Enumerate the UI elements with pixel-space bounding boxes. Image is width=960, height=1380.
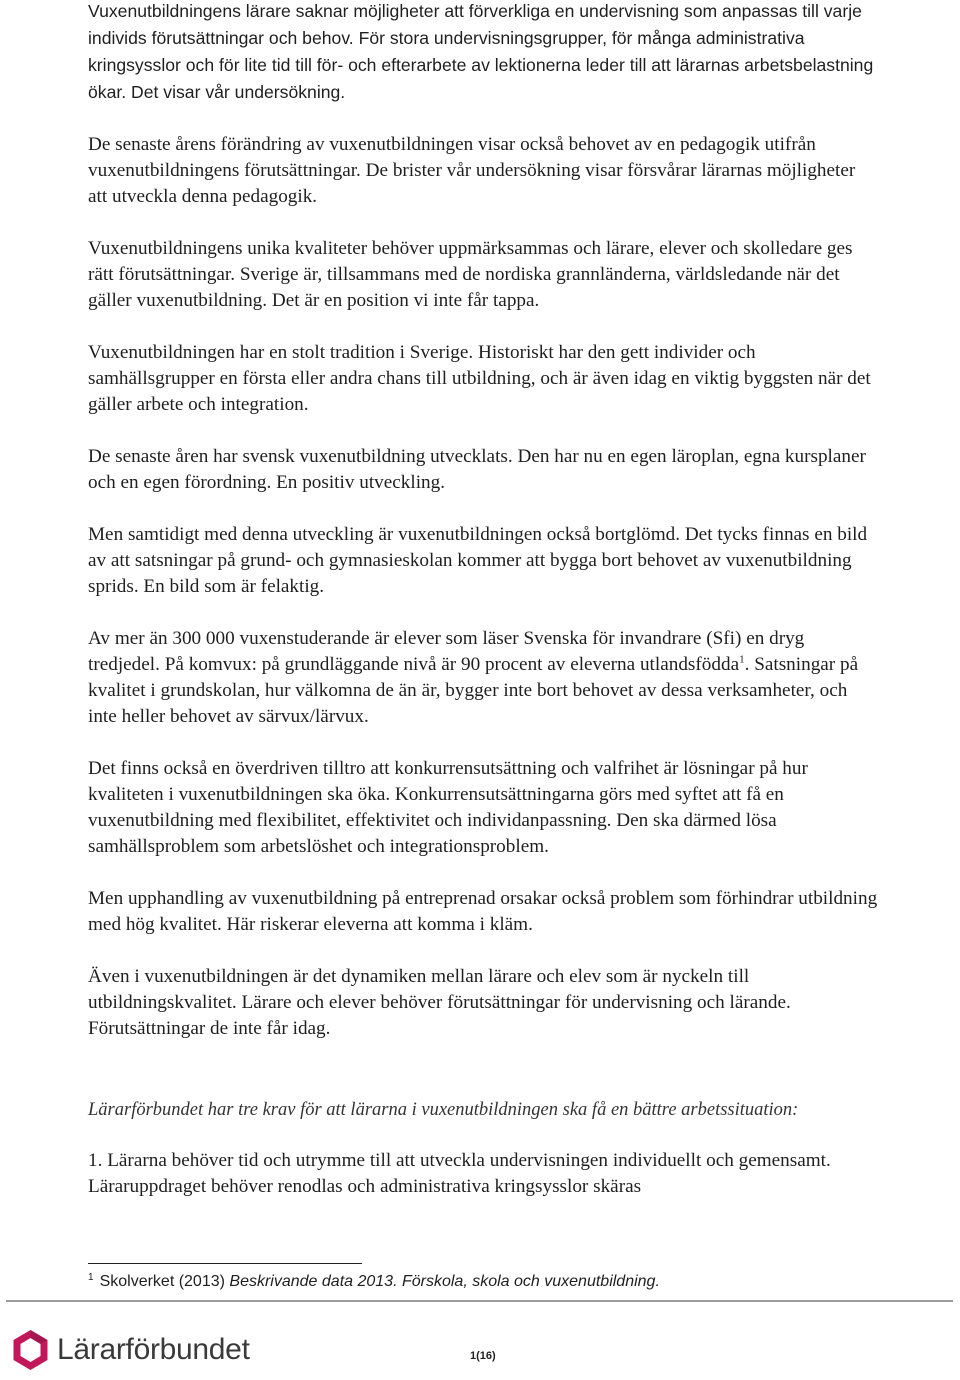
logo-wordmark: Lärarförbundet — [57, 1333, 250, 1366]
footnote-separator — [88, 1263, 362, 1264]
logo-hexagon-icon — [12, 1329, 49, 1371]
demand-list-item-1: 1. Lärarna behöver tid och utrymme till att utveckla undervisningen individuellt och gemensamt. Läraruppdraget behöver renodlas och administrativa kringsysslor skäras — [88, 1150, 831, 1197]
body-text — [88, 0, 878, 1226]
demands-lead-in: Lärarförbundet har tre krav för att lärarna i vuxenutbildningen ska få en bättre arbetssituation: — [88, 1100, 799, 1120]
paragraph-4: Vuxenutbildningen har en stolt tradition i Sverige. Historiskt har den gett individer och samhällsgrupper en första eller andra chans till utbildning, och är även idag en viktig byggsten när det gäller arbete och integration. — [88, 342, 871, 415]
paragraph-1 — [88, 0, 878, 106]
paragraph-1-sentence-1: Vuxenutbildningens lärare saknar möjligheter att förverkliga en undervisning som anpassas till varje individs förutsättningar och behov. — [88, 1, 862, 48]
page-number: 1(16) — [470, 1350, 496, 1362]
paragraph-9: Men upphandling av vuxenutbildning på entreprenad orsakar också problem som förhindrar utbildning med hög kvalitet. Här riskerar eleverna att komma i kläm. — [88, 888, 878, 935]
paragraph-10: Även i vuxenutbildningen är det dynamiken mellan lärare och elev som är nyckeln till utbildningskvalitet. Lärare och elever behöver förutsättningar för undervisning och lärande. Förutsättningar de inte får idag. — [88, 966, 791, 1039]
paragraph-8: Det finns också en överdriven tilltro att konkurrensutsättning och valfrihet är lösningar på hur kvaliteten i vuxenutbildningen ska öka. Konkurrensutsättningarna görs med syftet att få en vuxenutbildning med flexibilitet, effektivitet och individanpassning. Den ska därmed lösa samhällsproblem som arbetslöshet och integrationsproblem. — [88, 758, 808, 857]
paragraph-3: Vuxenutbildningens unika kvaliteter behöver uppmärksammas och lärare, elever och skolledare ges rätt förutsättningar. Sverige är, tillsammans med de nordiska grannländerna, världsledande när det gäller vuxenutbildning. Det är en position vi inte får tappa. — [88, 238, 853, 311]
lararforbundet-logo — [12, 1327, 250, 1373]
footnote-number: 1 — [88, 1271, 94, 1283]
paragraph-7 — [88, 626, 878, 730]
paragraph-1-sentence-2: För stora undervisningsgrupper, för många administrativa kringsysslor och för lite tid till för- och efterarbete av lektionerna leder till att lärarnas arbetsbelastning ökar. Det visar vår undersökning. — [88, 28, 874, 102]
footer-divider — [6, 1300, 953, 1302]
paragraph-6: Men samtidigt med denna utveckling är vuxenutbildningen också bortglömd. Det tycks finnas en bild av att satsningar på grund- och gymnasieskolan kommer att bygga bort behovet av vuxenutbildning sprids. En bild som är felaktig. — [88, 524, 868, 597]
paragraph-7-text-before-ref: Av mer än 300 000 vuxenstuderande är elever som läser Svenska för invandrare (Sfi) en dryg tredjedel. På komvux: på grundläggande nivå är 90 procent av eleverna utlandsfödda — [88, 628, 805, 675]
footnote — [88, 1271, 888, 1293]
footnote-title: Beskrivande data 2013. Förskola, skola och vuxenutbildning. — [229, 1273, 660, 1290]
paragraph-5: De senaste åren har svensk vuxenutbildning utvecklats. Den har nu en egen läroplan, egna kursplaner och en egen förordning. En positiv utveckling. — [88, 446, 866, 493]
paragraph-7-text-after-ref: . Satsningar på kvalitet i grundskolan, hur välkomna de än är, bygger inte bort behovet av dessa verksamheter, och inte heller behovet av särvux/lärvux. — [88, 654, 859, 727]
footnote-source: Skolverket (2013) — [99, 1273, 230, 1290]
paragraph-2: De senaste årens förändring av vuxenutbildningen visar också behovet av en pedagogik utifrån vuxenutbildningens förutsättningar. De brister vår undersökning visar försvårar lärarnas möjligheter att utveckla denna pedagogik. — [88, 134, 856, 207]
footnote-reference[interactable]: 1 — [739, 653, 745, 666]
